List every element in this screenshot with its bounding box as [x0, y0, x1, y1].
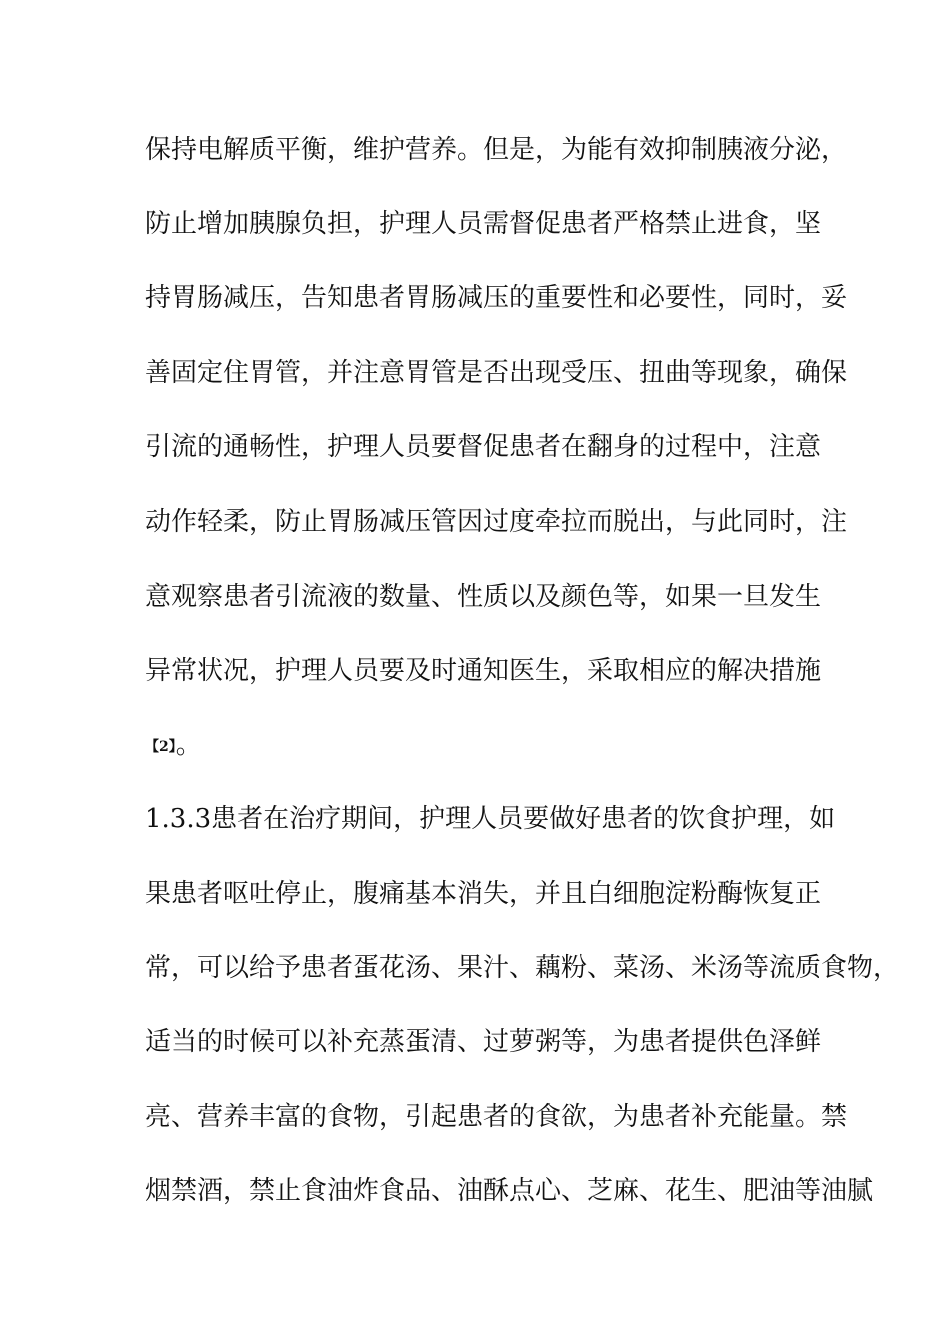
text-line: 异常状况，护理人员要及时通知医生，采取相应的解决措施 [145, 656, 822, 686]
text-line: 动作轻柔，防止胃肠减压管因过度牵拉而脱出，与此同时，注 [145, 507, 848, 537]
text-line: 保持电解质平衡，维护营养。但是，为能有效抑制胰液分泌， [145, 135, 848, 165]
text-line: 亮、营养丰富的食物，引起患者的食欲，为患者补充能量。禁 [145, 1102, 848, 1132]
citation-tail: 。 [175, 730, 202, 760]
text-line: 烟禁酒，禁止食油炸食品、油酥点心、芝麻、花生、肥油等油腻 [145, 1176, 874, 1206]
text-line: 果患者呕吐停止，腹痛基本消失，并且白细胞淀粉酶恢复正 [145, 879, 822, 909]
text-line: 引流的通畅性，护理人员要督促患者在翻身的过程中，注意 [145, 432, 822, 462]
text-line: 1.3.3患者在治疗期间，护理人员要做好患者的饮食护理，如 [145, 804, 836, 834]
text-line: 适当的时候可以补充蒸蛋清、过萝粥等，为患者提供色泽鲜 [145, 1027, 822, 1057]
text-line: 常，可以给予患者蛋花汤、果汁、藕粉、菜汤、米汤等流质食物， [145, 953, 900, 983]
citation-line [145, 727, 815, 765]
text-line: 意观察患者引流液的数量、性质以及颜色等，如果一旦发生 [145, 582, 822, 612]
text-line: 善固定住胃管，并注意胃管是否出现受压、扭曲等现象，确保 [145, 358, 848, 388]
text-line: 防止增加胰腺负担，护理人员需督促患者严格禁止进食，坚 [145, 209, 822, 239]
text-line: 持胃肠减压，告知患者胃肠减压的重要性和必要性，同时，妥 [145, 283, 848, 313]
citation-marker: 【2】 [145, 739, 176, 755]
